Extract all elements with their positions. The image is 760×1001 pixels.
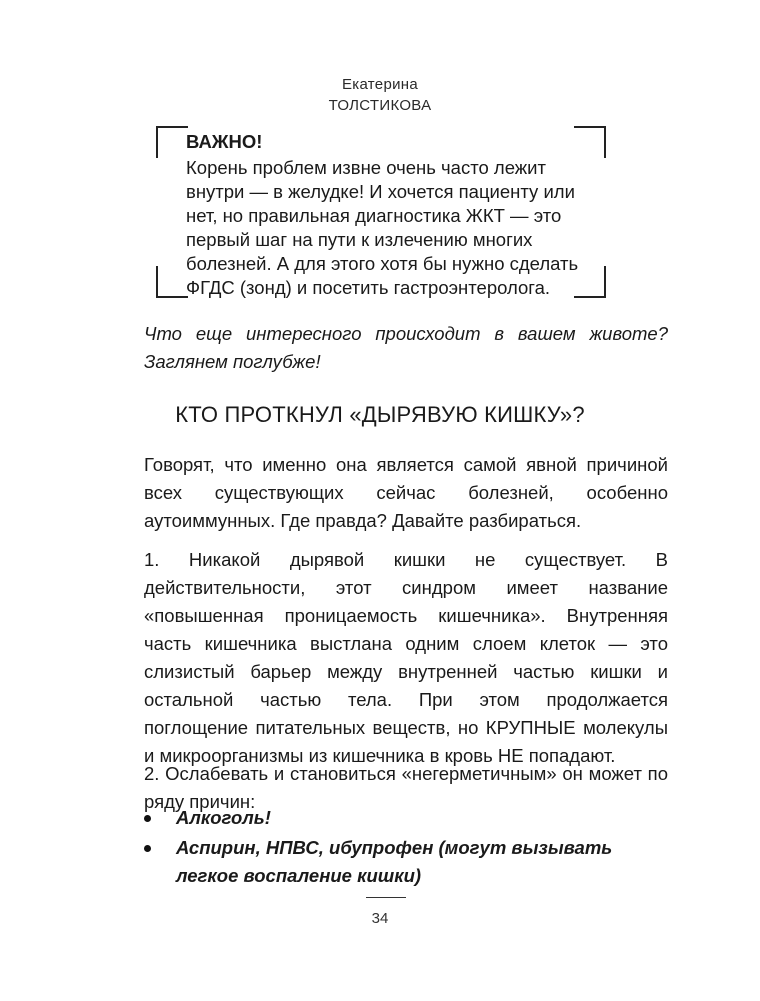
list-item-text: Алкоголь! xyxy=(176,807,271,828)
causes-list xyxy=(144,804,668,892)
intro-question: Что еще интересного происходит в вашем животе? Заглянем поглубже! xyxy=(144,323,668,372)
callout-body: Корень проблем извне очень часто лежит внутри — в желудке! И хочется пациенту или нет, но правильная диагностика ЖКТ — это первый шаг на пути к излечению многих болезней. А для этого хотя бы нужно сделать ФГДС (зонд) и посетить гастроэнтеролога. xyxy=(186,157,579,298)
callout-corner-top-left xyxy=(156,126,188,158)
important-callout xyxy=(156,126,606,298)
author-last-name: ТОЛСТИКОВА xyxy=(328,97,432,114)
running-head xyxy=(0,74,760,116)
paragraph-point-2: 2. Ослабевать и становиться «негерметичным» он может по ряду причин: xyxy=(144,763,668,812)
callout-text xyxy=(186,130,581,300)
section-title: КТО ПРОТКНУЛ «ДЫРЯВУЮ КИШКУ»? xyxy=(175,402,585,427)
callout-corner-bottom-left xyxy=(156,266,188,298)
folio-rule xyxy=(366,897,406,898)
paragraph-point-1: 1. Никакой дырявой кишки не существует. В действительности, этот синдром имеет название «повышенная проницаемость кишечника». Внутренняя часть кишечника выстлана одним слоем клеток — это слизистый барьер между внутренней частью кишки и остальной частью тела. При этом продолжается поглощение питательных веществ, но КРУПНЫЕ молекулы и микроорганизмы из кишечника в кровь НЕ попадают. xyxy=(144,549,668,766)
page-number: 34 xyxy=(371,910,389,927)
bullet-icon xyxy=(144,815,151,822)
list-item xyxy=(144,834,668,890)
paragraph-intro: Говорят, что именно она является самой явной причиной всех существующих сейчас болезней, особенно аутоиммунных. Где правда? Давайте разбираться. xyxy=(144,454,668,531)
list-item xyxy=(144,804,668,832)
bullet-icon xyxy=(144,845,151,852)
author-first-name: Екатерина xyxy=(341,76,418,93)
callout-heading: ВАЖНО! xyxy=(186,131,263,152)
list-item-text: Аспирин, НПВС, ибупрофен (могут вызывать легкое воспаление кишки) xyxy=(176,837,613,886)
